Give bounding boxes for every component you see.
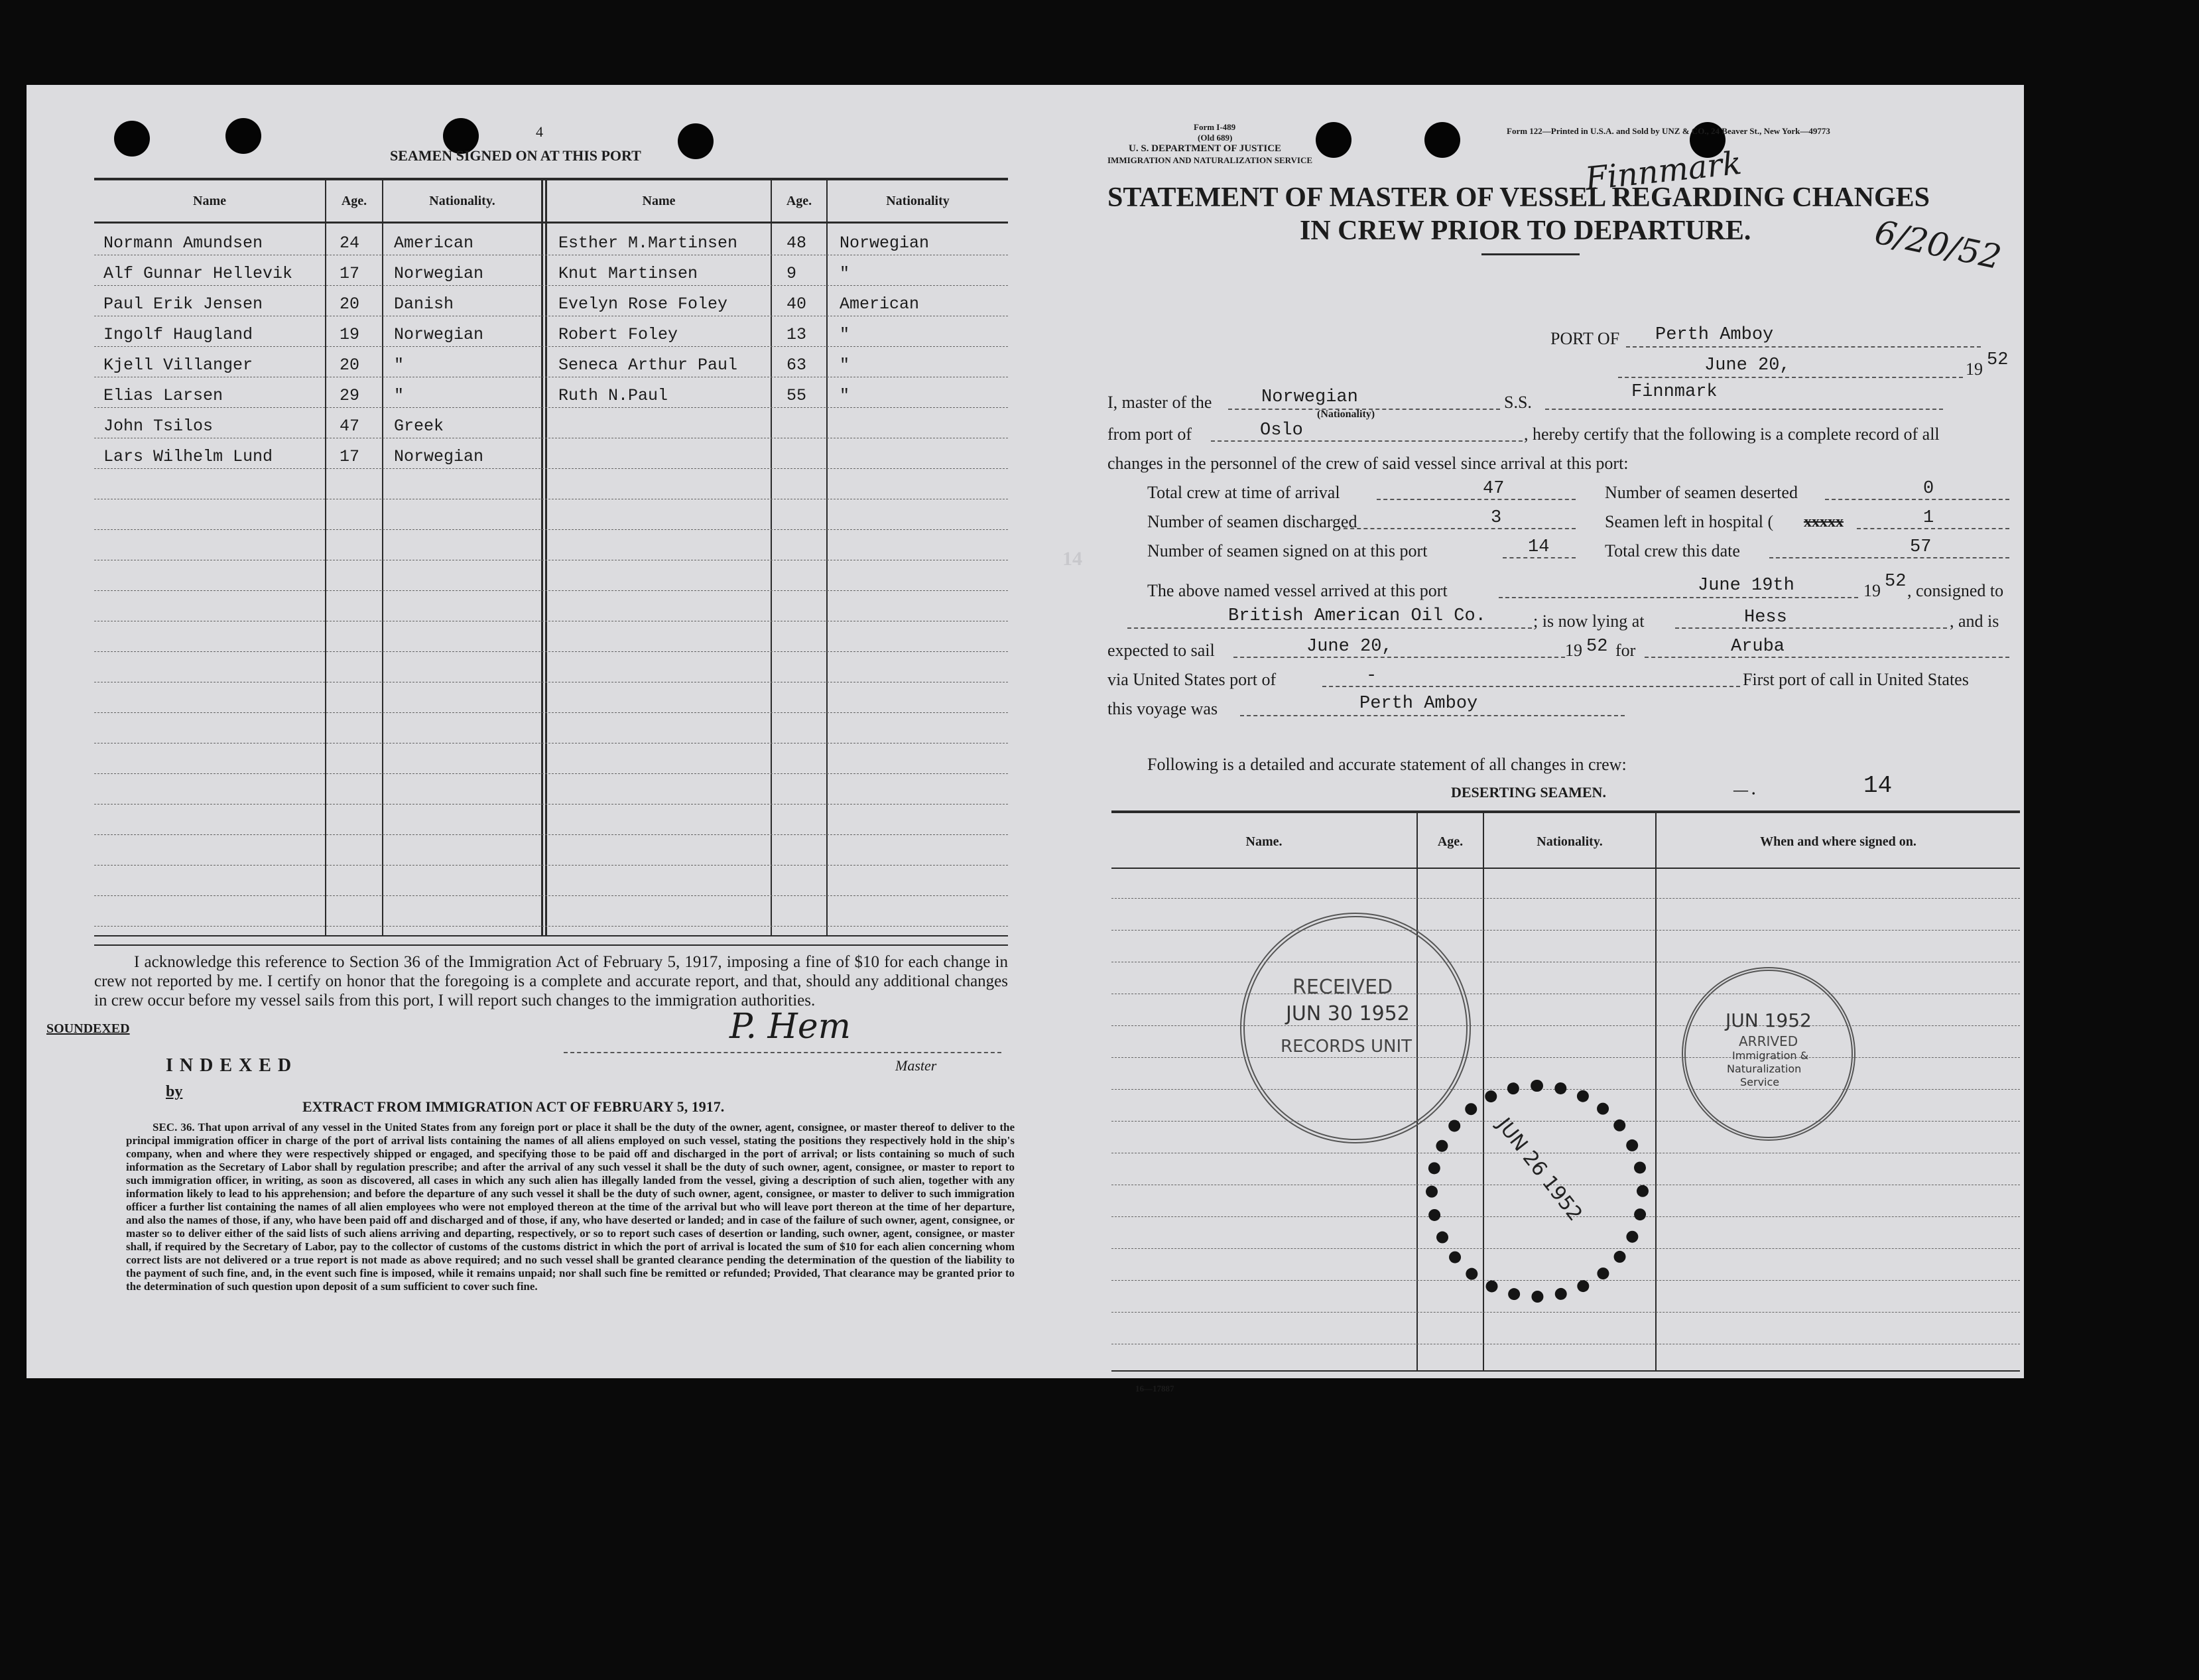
form-number: Form I-489 xyxy=(1194,122,1236,132)
port-label: PORT OF xyxy=(1550,329,1620,348)
port-value: Perth Amboy xyxy=(1655,325,1774,345)
stamp-text: JUN 30 1952 xyxy=(1286,1002,1410,1025)
date-stamp xyxy=(1426,1080,1649,1303)
from-port-value: Oslo xyxy=(1260,420,1303,440)
discharged-value: 3 xyxy=(1491,508,1502,528)
seamen-signed-on-table xyxy=(94,179,1008,937)
punch-hole xyxy=(225,118,261,154)
row-rule xyxy=(94,529,1008,530)
row-rule xyxy=(1111,898,2020,899)
for-label: for xyxy=(1615,641,1636,660)
seaman-name: Esther M.Martinsen xyxy=(558,233,738,253)
col-header-age: Age. xyxy=(1437,834,1464,849)
lying-label: ; is now lying at xyxy=(1533,612,1645,631)
col-header-when-where: When and where signed on. xyxy=(1760,834,1916,849)
total-crew-arrival-label: Total crew at time of arrival xyxy=(1147,483,1340,502)
punch-hole xyxy=(1424,122,1460,158)
received-stamp xyxy=(1240,913,1471,1143)
row-rule xyxy=(94,285,1008,286)
seaman-nationality: Norwegian xyxy=(840,233,930,253)
form-title-line1: STATEMENT OF MASTER OF VESSEL REGARDING CHANGES xyxy=(1107,182,1930,213)
seaman-name: Lars Wilhelm Lund xyxy=(103,447,273,466)
row-rule xyxy=(94,926,1008,927)
col-header-age: Age. xyxy=(341,194,367,208)
indexed-by: by xyxy=(166,1083,183,1100)
seaman-nationality: " xyxy=(840,325,850,344)
seaman-nationality: " xyxy=(840,264,850,283)
acknowledgement-text: I acknowledge this reference to Section 36 of the Immigration Act of February 5, 1917, imposing a fine of $10 for each change in crew not reported by me. I certify on honor that the foregoing is a complete and accurate report, and that, should any additional changes in crew occur before my vessel sails from this port, I will report such changes to the immigration authorities. xyxy=(94,953,1008,1009)
row-rule xyxy=(94,834,1008,835)
row-rule xyxy=(1111,1312,2020,1313)
seaman-nationality: Greek xyxy=(394,417,444,436)
stamp-text: JUN 26 1952 xyxy=(1492,1114,1587,1226)
hospital-label: Seamen left in hospital ( xyxy=(1605,512,1774,531)
and-is-label: , and is xyxy=(1950,612,1999,631)
row-rule xyxy=(94,651,1008,652)
seaman-nationality: " xyxy=(394,355,405,375)
seaman-age: 40 xyxy=(786,294,807,314)
expected-sail-label: expected to sail xyxy=(1107,641,1215,660)
seaman-name: John Tsilos xyxy=(103,417,214,436)
master-label: Master xyxy=(895,1057,937,1074)
service: IMMIGRATION AND NATURALIZATION SERVICE xyxy=(1107,155,1313,165)
left-page-title: SEAMEN SIGNED ON AT THIS PORT xyxy=(390,147,641,164)
seaman-name: Robert Foley xyxy=(558,325,678,344)
soundexed-stamp: SOUNDEXED xyxy=(46,1021,130,1036)
row-rule xyxy=(94,590,1008,591)
seaman-nationality: Norwegian xyxy=(394,447,484,466)
col-header-name-2: Name xyxy=(642,194,676,208)
seaman-nationality: Danish xyxy=(394,294,454,314)
arrived-stamp xyxy=(1682,967,1855,1141)
indexed-stamp: INDEXED xyxy=(166,1055,298,1076)
form-footer: 16—17887 xyxy=(1135,1384,1174,1393)
stamp-text: Service xyxy=(1740,1076,1780,1088)
handwritten-vessel-note: Finnmark xyxy=(1583,144,1743,198)
stamp-text: Naturalization xyxy=(1727,1063,1802,1075)
seaman-nationality: American xyxy=(840,294,920,314)
printer-note: Form 122—Printed in U.S.A. and Sold by UNZ & CO., 24 Beaver St., New York—49773 xyxy=(1507,126,1830,136)
document-sheet xyxy=(27,85,2024,1393)
lying-at-value: Hess xyxy=(1744,608,1787,627)
deserted-value: 0 xyxy=(1923,479,1934,499)
row-rule xyxy=(94,712,1008,713)
department: U. S. DEPARTMENT OF JUSTICE xyxy=(1129,143,1282,154)
stamp-text: JUN 1952 xyxy=(1726,1009,1812,1031)
via-label: via United States port of xyxy=(1107,670,1277,689)
deserted-label: Number of seamen deserted xyxy=(1605,483,1798,502)
row-rule xyxy=(94,346,1008,347)
arrived-year-prefix: 19 xyxy=(1863,581,1881,600)
arrived-date: June 19th xyxy=(1698,576,1794,596)
seaman-nationality: " xyxy=(840,355,850,375)
consigned-label: , consigned to xyxy=(1907,581,2004,600)
seaman-age: 20 xyxy=(340,355,360,375)
punch-hole xyxy=(1316,122,1351,158)
extract-text: SEC. 36. That upon arrival of any vessel in the United States from any foreign port or place it shall be the duty of the owner, agent, consignee, or master thereof to deliver to the principal immigration officer in charge of the port of arrival lists containing the names of all aliens employed on such vessel, stating the positions they respectively hold in the ship's company, when and where they were respectively shipped or engaged, and specifying those to be paid off and discharged in the port of arrival; or lists containing so much of such information as the Secretary of Labor shall by regulation prescribe; and after the arrival of any such vessel it shall be the duty of such owner, agent, consignee, or master to report to such immigration officer, in writing, as soon as discovered, all cases in which any such alien has illegally landed from the vessel, giving a description of such alien, together with any information likely to lead to his apprehension; and before the departure of any such vessel it shall be the duty of such owner, agent, consignee, or master to deliver to such immigration officer a further list containing the names of all alien employees who were not employed thereon at the time of the arrival but who will leave port thereon at the time of her departure, and also the names of those, if any, who have been paid off and discharged and of those, if any, who have deserted or landed; and in case of the failure of such owner, agent, consignee, or master so to deliver either of the said lists of such aliens arriving and departing, respectively, or so to report such cases of desertion or landing, such owner, agent, consignee, or master shall, if required by the Secretary of Labor, pay to the collector of customs of the customs district in which the port of arrival is located the sum of $10 for each alien concerning whom correct lists are not delivered or a true report is not made as above required; and no such vessel shall be granted clearance pending the determination of the question of the liability to the payment of such fine, and, in the event such fine is imposed, while it remains unpaid; nor shall such fine be remitted or refunded; Provided, That clearance may be granted prior to the determination of such question upon deposit of a sum sufficient to cover such fine. xyxy=(126,1121,1015,1293)
extract-title: EXTRACT FROM IMMIGRATION ACT OF FEBRUARY 5, 1917. xyxy=(302,1098,725,1115)
first-port-value: Perth Amboy xyxy=(1359,694,1478,714)
row-rule xyxy=(94,804,1008,805)
seaman-nationality: Norwegian xyxy=(394,325,484,344)
consignee: British American Oil Co. xyxy=(1228,606,1486,626)
sail-year-prefix: 19 xyxy=(1565,641,1582,660)
certify-text-2: changes in the personnel of the crew of said vessel since arrival at this port: xyxy=(1107,454,1629,473)
report-date: June 20, xyxy=(1704,355,1791,375)
form-title-line2: IN CREW PRIOR TO DEPARTURE. xyxy=(1300,216,1751,246)
seaman-age: 48 xyxy=(786,233,807,253)
vessel-nationality: Norwegian xyxy=(1261,387,1358,407)
seaman-name: Alf Gunnar Hellevik xyxy=(103,264,293,283)
handwritten-14: 14 xyxy=(1863,772,1893,799)
seaman-name: Knut Martinsen xyxy=(558,264,698,283)
report-year: 52 xyxy=(1987,350,2009,370)
seaman-age: 47 xyxy=(340,417,360,436)
sail-date: June 20, xyxy=(1306,637,1393,657)
col-header-nationality: Nationality. xyxy=(429,194,495,208)
seaman-age: 17 xyxy=(340,264,360,283)
vessel-name: Finnmark xyxy=(1631,382,1718,402)
arrived-year: 52 xyxy=(1885,572,1907,592)
total-today-value: 57 xyxy=(1910,537,1932,557)
seaman-name: Ingolf Haugland xyxy=(103,325,253,344)
seaman-nationality: Norwegian xyxy=(394,264,484,283)
punch-hole xyxy=(678,123,714,159)
handwritten-date-note: 6/20/52 xyxy=(1871,212,2005,277)
stamp-text: Immigration & xyxy=(1732,1049,1809,1062)
master-of-label: I, master of the xyxy=(1107,393,1212,412)
deserting-mark: — . xyxy=(1733,781,1755,798)
following-label: Following is a detailed and accurate statement of all changes in crew: xyxy=(1147,755,1627,774)
seaman-name: Evelyn Rose Foley xyxy=(558,294,728,314)
punch-hole xyxy=(114,121,150,157)
col-header-name: Name xyxy=(193,194,226,208)
row-rule xyxy=(94,895,1008,896)
from-port-label: from port of xyxy=(1107,424,1192,444)
seaman-age: 19 xyxy=(340,325,360,344)
seaman-nationality: " xyxy=(394,386,405,405)
col-header-name: Name. xyxy=(1245,834,1283,849)
seaman-age: 63 xyxy=(786,355,807,375)
discharged-label: Number of seamen discharged xyxy=(1147,512,1357,531)
stamp-text: RECEIVED xyxy=(1292,976,1393,999)
ss-label: S.S. xyxy=(1504,393,1532,412)
form-old-number: (Old 689) xyxy=(1198,133,1233,143)
hospital-struck-text: xxxxx xyxy=(1804,513,1844,531)
seaman-age: 24 xyxy=(340,233,360,253)
arrived-label: The above named vessel arrived at this port xyxy=(1147,581,1448,600)
seaman-age: 55 xyxy=(786,386,807,405)
nationality-caption: (Nationality) xyxy=(1317,409,1375,420)
seaman-name: Seneca Arthur Paul xyxy=(558,355,738,375)
seaman-name: Kjell Villanger xyxy=(103,355,253,375)
col-header-nationality: Nationality. xyxy=(1537,834,1603,849)
seaman-age: 17 xyxy=(340,447,360,466)
seaman-name: Elias Larsen xyxy=(103,386,223,405)
master-signature: P. Hem xyxy=(729,1007,851,1047)
signed-on-label: Number of seamen signed on at this port xyxy=(1147,541,1428,560)
col-header-age-2: Age. xyxy=(786,194,812,208)
seaman-name: Normann Amundsen xyxy=(103,233,263,253)
voyage-label: this voyage was xyxy=(1107,699,1218,718)
page-number: 4 xyxy=(536,123,543,140)
row-rule xyxy=(1111,930,2020,931)
deserting-seamen-label: DESERTING SEAMEN. xyxy=(1451,784,1606,801)
signed-on-value: 14 xyxy=(1528,537,1550,557)
seaman-nationality: American xyxy=(394,233,474,253)
stamp-text: RECORDS UNIT xyxy=(1281,1037,1412,1057)
row-rule xyxy=(94,407,1008,408)
row-rule xyxy=(94,865,1008,866)
row-rule xyxy=(94,468,1008,469)
total-today-label: Total crew this date xyxy=(1605,541,1740,560)
seaman-nationality: " xyxy=(840,386,850,405)
seaman-age: 20 xyxy=(340,294,360,314)
year-prefix: 19 xyxy=(1966,359,1983,379)
sail-year: 52 xyxy=(1586,637,1608,657)
via-value: - xyxy=(1366,666,1377,686)
destination: Aruba xyxy=(1731,637,1785,657)
hospital-value: 1 xyxy=(1923,508,1934,528)
col-header-nationality-2: Nationality xyxy=(886,194,950,208)
seaman-name: Ruth N.Paul xyxy=(558,386,668,405)
faded-14: 14 xyxy=(1062,548,1082,570)
row-rule xyxy=(94,773,1008,774)
seaman-name: Paul Erik Jensen xyxy=(103,294,263,314)
first-port-label: First port of call in United States xyxy=(1743,670,1969,689)
seaman-age: 9 xyxy=(786,264,797,283)
seaman-age: 13 xyxy=(786,325,807,344)
stamp-text: ARRIVED xyxy=(1739,1033,1798,1049)
certify-text: , hereby certify that the following is a complete record of all xyxy=(1524,424,1940,444)
seaman-age: 29 xyxy=(340,386,360,405)
total-crew-arrival-value: 47 xyxy=(1483,479,1505,499)
